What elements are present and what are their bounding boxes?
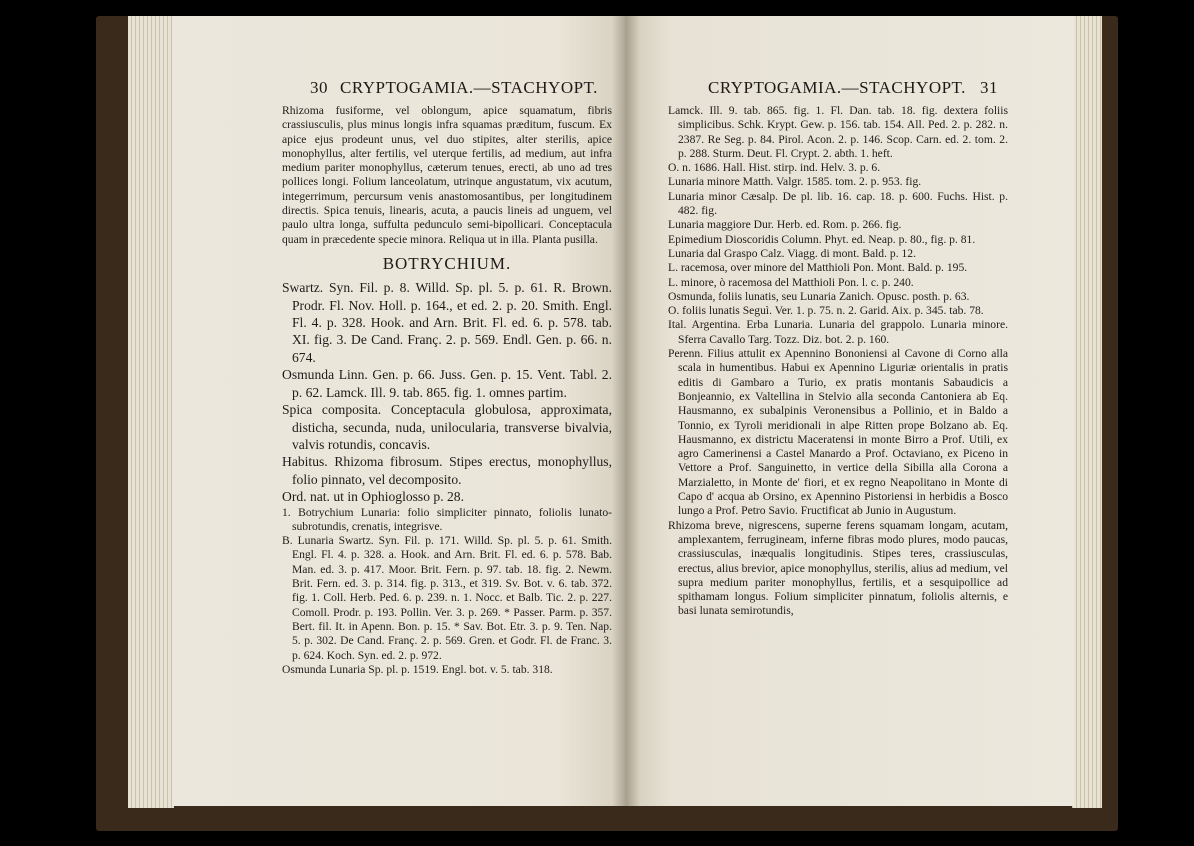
spica-paragraph: Spica composita. Conceptacula globulosa, approximata, disticha, secunda, nuda, unilocularia, transverse bivalvia, valvis rotundis, concavis. — [282, 402, 612, 452]
page-number-right: 31 — [979, 78, 998, 97]
perenn-paragraph: Perenn. Filius attulit ex Apennino Bononiensi al Cavone di Corno alla scala in humentibus. Habui ex Apennino Liguriæ orientalis in pratis editis di Gambaro a Turio, ex pratis montanis Sabaudicis a Bonjeannio, ex Valtellina in Stelvio alla seconda Cantoniera ab Eq. Hausmanno, ex subalpinis Veronensibus a Pollinio, et in Baldo a Tonnio, ex Tyroli meridionali in alpe Ritten prope Bolzano ab. Eq. Hausmanno, ex districtu Maceratensi in monte Birro a Prof. Utili, ex agro Camerinensi a Castel Manardo a Prof. Octaviano, ex Piceno in Vettore a Prof. Sanguinetto, in vertice della Sibilla alla Corona a Marzialetto, in Monte de' fiori, et ex regno Neapolitano in Monte di Capo d' acqua ab Orsino, ex Apennino Pistoriensi in herbidis a Bosco lungo a Prof. Petro Savio. Fructificat ab Junio in Augustum. — [668, 347, 1008, 518]
synonyms-paragraph: B. Lunaria Swartz. Syn. Fil. p. 171. Willd. Sp. pl. 5. p. 61. Smith. Engl. Fl. 4. p. 328. a. Hook. and Arn. Brit. Fl. ed. 6. p. 578. Bab. Man. ed. 3. p. 417. Moor. Brit. Fern. p. 97. tab. 18. fig. 2. Newm. Brit. Fern. ed. 3. p. 314. fig. p. 313., et 319. Sv. Bot. v. 6. tab. 372. fig. 1. Coll. Herb. Ped. 6. p. 239. n. 1. Nocc. et Balb. Tic. 2. p. 227. Comoll. Prodr. p. 193. Pollin. Ver. 3. p. 269. * Passer. Parm. p. 357. Bert. fil. It. in Apenn. Bon. p. 15. * Sav. Bot. Etr. 3. p. 9. Ten. Nap. 5. p. 302. De Cand. Franç. 2. p. 569. Gren. et Godr. Fl. de Franc. 3. p. 624. Koch. Syn. ed. 2. p. 972. — [282, 534, 612, 662]
synonym-line: Lunaria dal Graspo Calz. Viagg. di mont. Bald. p. 12. — [668, 246, 916, 260]
references-paragraph: Swartz. Syn. Fil. p. 8. Willd. Sp. pl. 5. p. 61. R. Brown. Prodr. Fl. Nov. Holl. p. 164., et ed. 2. p. 20. Smith. Engl. Fl. 4. p. 328. Hook. and Arn. Brit. Fl. ed. 6. p. 578. tab. XI. fig. 3. De Cand. Franç. 2. p. 569. Endl. Gen. p. 66. n. 674. — [282, 280, 612, 365]
right-body — [668, 104, 1008, 619]
running-head-text-left: CRYPTOGAMIA.—STACHYOPT. — [340, 78, 598, 97]
ital-paragraph: Ital. Argentina. Erba Lunaria. Lunaria del grappolo. Lunaria minore. Sferra Cavallo Targ. Tozz. Diz. bot. 2. p. 160. — [668, 318, 1008, 346]
synonym-line: Lamck. Ill. 9. tab. 865. fig. 1. Fl. Dan. tab. 18. fig. dextera foliis simplicibus. Schk. Krypt. Gew. p. 156. tab. 154. All. Ped. 2. p. 282. n. 2387. Re Seg. p. 84. Pirol. Acon. 2. p. 146. Scop. Carn. ed. 2. tom. 2. p. 288. Sturm. Deut. Fl. Crypt. 2. abth. 1. heft. — [668, 104, 1008, 160]
gutter-shadow — [612, 16, 640, 806]
synonym-line: Lunaria maggiore Dur. Herb. ed. Rom. p. 266. fig. — [668, 218, 902, 232]
page-edges-left — [128, 16, 174, 808]
last-line: Osmunda Lunaria Sp. pl. p. 1519. Engl. bot. v. 5. tab. 318. — [282, 662, 553, 676]
intro-paragraph: Rhizoma fusiforme, vel oblongum, apice squamatum, fibris crassiusculis, plus minus longis infra squamas præditum, fuscum. Ex apice ejus prodeunt unus, vel duo stipites, alter sterilis, apice monophyllus, alter fertilis, vel uterque fertilis, ad medium, aut infra medium pariter monophyllus, cæterum tenues, erecti, ab uno ad tres pollices longi. Folium lanceolatum, utrinque angustatum, vix acutum, integerrimum, percursum venis anastomosantibus, per longitudinem directis. Spica tenuis, linearis, acuta, a paucis lineis ad unguem, vel paulo ultra longa, suffulta pedunculo semi-bipollicari. Conceptacula quam in præcedente specie minora. Reliqua ut in illa. Planta pusilla. — [282, 104, 612, 246]
running-head-right — [708, 78, 998, 98]
species-paragraph: 1. Botrychium Lunaria: folio simpliciter pinnato, foliolis lunato-subrotundis, crenatis, integrisve. — [282, 505, 612, 533]
synonym-line: L. minore, ò racemosa del Matthioli Pon. l. c. p. 240. — [668, 275, 914, 289]
synonym-line: Epimedium Dioscoridis Column. Phyt. ed. Neap. p. 80., fig. p. 81. — [668, 232, 976, 246]
running-head-text-right: CRYPTOGAMIA.—STACHYOPT. — [708, 78, 966, 97]
left-body — [282, 104, 612, 677]
page-number-left: 30 — [310, 78, 328, 97]
osmunda-paragraph: Osmunda Linn. Gen. p. 66. Juss. Gen. p. 15. Vent. Tabl. 2. p. 62. Lamck. Ill. 9. tab. 865. fig. 1. omnes partim. — [282, 367, 612, 400]
ord-paragraph: Ord. nat. ut in Ophioglosso p. 28. — [282, 489, 465, 505]
page-edges-right — [1072, 16, 1102, 808]
habitus-paragraph: Habitus. Rhizoma fibrosum. Stipes erectus, monophyllus, folio pinnato, vel decomposito. — [282, 454, 612, 487]
running-head-left — [310, 78, 598, 98]
synonym-line: Lunaria minor Cæsalp. De pl. lib. 16. cap. 18. p. 600. Fuchs. Hist. p. 482. fig. — [668, 189, 1008, 218]
rhizoma-paragraph: Rhizoma breve, nigrescens, superne ferens squamam longam, acutam, amplexantem, ferrugineam, inferne fibras modo plures, modo paucas, crassiusculas, inæqualis longitudinis. Stipes teres, crassiusculas, erectus, alius brevior, apice monophyllus, sterilis, alius ad medium, vel supra medium pariter monophyllus, fertilis, et a sesquipollice ad spithamam longus. Folium simpliciter pinnatum, foliolis alternis, e basi lunata semirotundis, — [668, 518, 1008, 618]
synonym-line: O. n. 1686. Hall. Hist. stirp. ind. Helv. 3. p. 6. — [668, 161, 881, 175]
right-page — [626, 16, 1074, 806]
synonym-line: O. foliis lunatis Seguì. Ver. 1. p. 75. n. 2. Garid. Aix. p. 345. tab. 78. — [668, 304, 984, 318]
left-page — [172, 16, 626, 806]
synonym-line: Osmunda, foliis lunatis, seu Lunaria Zanich. Opusc. posth. p. 63. — [668, 289, 970, 303]
synonym-line: Lunaria minore Matth. Valgr. 1585. tom. 2. p. 953. fig. — [668, 175, 922, 189]
section-title: BOTRYCHIUM. — [382, 253, 512, 273]
synonym-line: L. racemosa, over minore del Matthioli Pon. Mont. Bald. p. 195. — [668, 261, 968, 275]
